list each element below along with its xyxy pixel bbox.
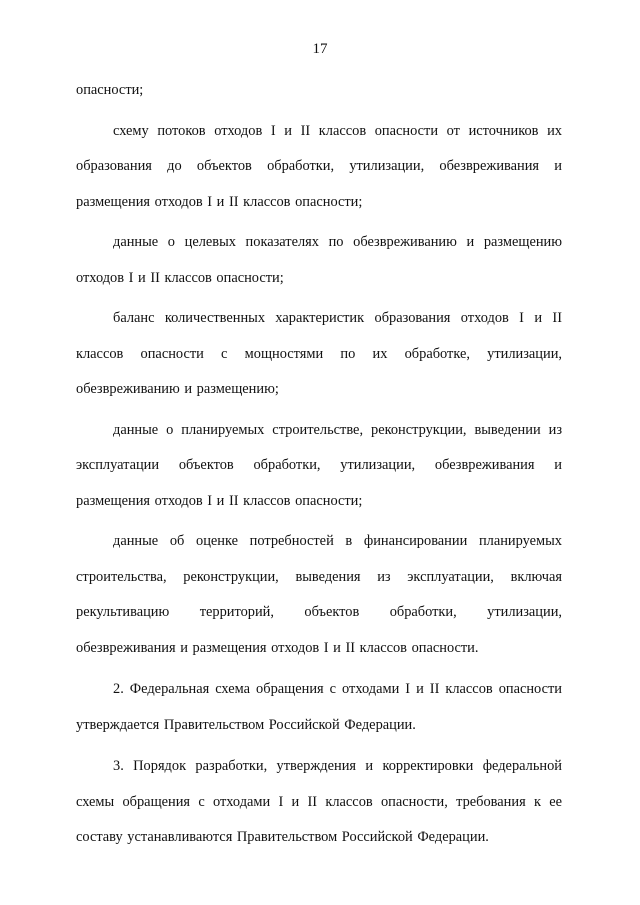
paragraph-waste-flow-scheme: схему потоков отходов I и II классов опасности от источников их образования до объектов обработки, утилизации, обезвреживания и размещения отходов I и II классов опасности;	[76, 122, 562, 210]
document-body	[76, 73, 562, 861]
paragraph-target-indicators: данные о целевых показателях по обезвреживанию и размещению отходов I и II классов опасности;	[76, 234, 562, 286]
paragraph-financing-needs: данные об оценке потребностей в финансировании планируемых строительства, реконструкции, выведения из эксплуатации, включая рекультивацию территорий, объектов обработки, утилизации, обезвреживания и размещения отходов I и II классов опасности.	[76, 533, 562, 656]
paragraph-balance: баланс количественных характеристик образования отходов I и II классов опасности с мощностями по их обработке, утилизации, обезвреживанию и размещению;	[76, 310, 562, 397]
paragraph-clause-3: 3. Порядок разработки, утверждения и корректировки федеральной схемы обращения с отходами I и II классов опасности, требования к ее составу устанавливаются Правительством Российской Федерации.	[76, 758, 562, 845]
paragraph-clause-2: 2. Федеральная схема обращения с отходами I и II классов опасности утверждается Правительством Российской Федерации.	[76, 681, 562, 733]
paragraph-continuation: опасности;	[76, 82, 144, 98]
paragraph-planned-construction: данные о планируемых строительстве, реконструкции, выведении из эксплуатации объектов обработки, утилизации, обезвреживания и размещения отходов I и II классов опасности;	[76, 421, 562, 509]
page-number: 17	[312, 41, 328, 57]
